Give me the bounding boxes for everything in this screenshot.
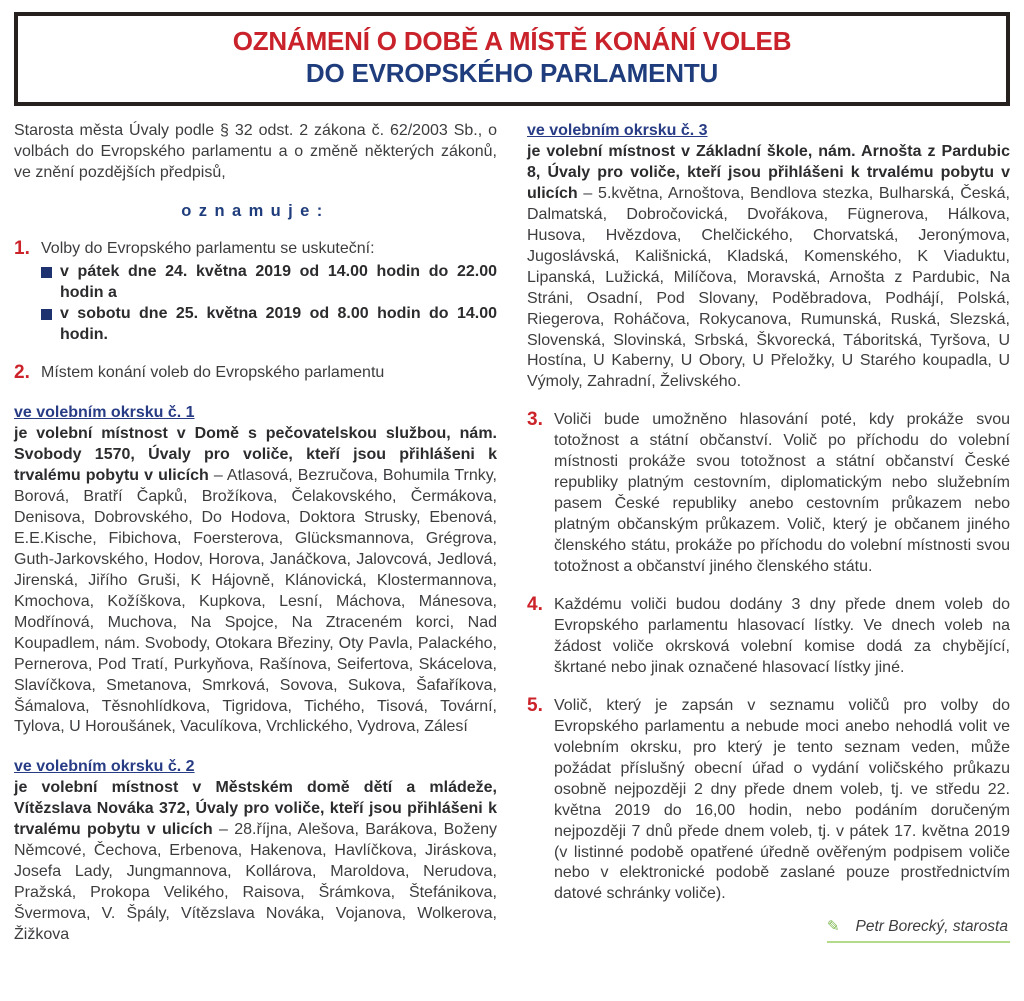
district-1-streets: – Atlasová, Bezručova, Bohumila Trnky, Borová, Bratří Čapků, Brožíkova, Čelakovského, Čermákova, Denisova, Dobrovského, Do Hodova, Doktora Strusky, Ebenová, E.E.Kische, Fibichova, Foersterova, Glücksmannova, Grégrova, Guth-Jarkovského, Hodov, Horova, Janáčkova, Jalovcová, Jedlová, Jirenská, Jiřího Gruši, K Hájovně, Klánovická, Klostermannova, Kmochova, Kožíškova, Kupkova, Lesní, Máchova, Mánesova, Modřínová, Muchova, Na Spojce, Na Ztraceném korci, Nad Koupadlem, nám. Svobody, Otokara Březiny, Oty Pavla, Palackého, Pernerova, Pod Tratí, Purkyňova, Rašínova, Seifertova, Skácelova, Slavíčkova, Smetanova, Smrková, Sovova, Sukova, Šafaříkova, Šámalova, Těsnohlídkova, Tigridova, Tichého, Tisová, Tovární, Tylova, U Horoušánek, Vaculíkova, Vrchlického, Vydrova, Zálesí [14,467,497,736]
square-bullet-icon [41,309,52,320]
item-number: 3. [527,409,543,431]
numbered-item-4 [527,595,1010,679]
district-3-streets: – 5.května, Arnoštova, Bendlova stezka, Bulharská, Česká, Dalmatská, Dobročovická, Dvořákova, Fügnerova, Hálkova, Husova, Hvězdova, Chelčického, Chorvatská, Jeronýmova, Jugoslávská, Kališnická, Kladská, Komenského, K Viaduktu, Lipanská, Lužická, Milíčova, Moravská, Arnošta z Pardubic, Na Stráni, Osadní, Pod Slovany, Poděbradova, Podhájí, Polská, Riegerova, Roháčova, Rokycanova, Rumunská, Ruská, Slezská, Slovenská, Slovinská, Srbská, Škvorecká, Táboritská, Tyršova, U Hostína, U Kaberny, U Obory, U Přeložky, U Starého koupadla, U Výmoly, Zahradní, Želivského. [527,184,1010,391]
item-text: Volby do Evropského parlamentu se uskuteční: [41,240,375,258]
item-number: 2. [14,362,30,384]
signature-text: Petr Borecký, starosta [855,918,1008,936]
district-1-heading: ve volebním okrsku č. 1 [14,404,195,422]
item-text: Každému voliči budou dodány 3 dny přede dnem voleb do Evropského parlamentu hlasovací lístky. Ve dnech voleb na žádost voliče okrsková volební komise dodá za chybějící, škrtané nebo jinak označené hlasovací lístky jiné. [554,596,1010,676]
district-3-block [527,121,1010,393]
numbered-item-5 [527,696,1010,906]
district-3-paragraph [527,142,1010,393]
right-column [527,121,1010,946]
item-text: Místem konání voleb do Evropského parlamentu [41,364,385,382]
numbered-item-3 [527,410,1010,578]
page-title-line-2: DO EVROPSKÉHO PARLAMENTU [305,58,719,88]
item-number: 1. [14,238,30,260]
item-number: 4. [527,594,543,616]
schedule-bullet-text: v pátek dne 24. května 2019 od 14.00 hodin do 22.00 hodin a [60,263,497,302]
left-column [14,121,497,946]
schedule-bullet-list [41,262,497,346]
district-2-location: je volební místnost v Městském domě dětí a mládeže, Vítězslava Nováka 372, Úvaly pro voliče, kteří jsou přihlášeni k trvalému pobytu v ulicích [14,779,497,839]
district-3-location: je volební místnost v Základní škole, nám. Arnošta z Pardubic 8, Úvaly pro voliče, kteří jsou přihlášeni k trvalému pobytu v ulicích [527,142,1010,202]
district-1-paragraph [14,424,497,738]
district-1-location: je volební místnost v Domě s pečovatelskou službou, nám. Svobody 1570, Úvaly pro voliče, kteří jsou přihlášeni k trvalému pobytu v ulicích [14,425,497,485]
intro-paragraph: Starosta města Úvaly podle § 32 odst. 2 zákona č. 62/2003 Sb., o volbách do Evropského parlamentu a o změně některých zákonů, ve znění pozdějších předpisů, [14,122,497,181]
square-bullet-icon [41,267,52,278]
item-number: 5. [527,694,543,716]
district-3-heading: ve volebním okrsku č. 3 [527,122,708,139]
item-text: Volič, který je zapsán v seznamu voličů pro volby do Evropského parlamentu a nebude moci anebo nehodlá volit ve volebním okrsku, pro který je tento seznam veden, může požádat příslušný obecní úřad o vydání voličského průkazu osobně nejpozději 2 dny přede dnem voleb, tj. ve středu 22. května 2019 do 16,00 hodin, nebo podáním doručeným nejpozději 7 dnů přede dnem voleb, tj. v pátek 17. května 2019 (v listinné podobě opatřené úředně ověřeným podpisem voliče nebo v elektronické podobě zaslané pouze prostřednictvím datové schránky voliče). [554,696,1010,903]
district-1-block [14,403,497,738]
district-2-paragraph [14,778,497,946]
schedule-bullet-item [41,304,497,346]
signature [827,917,1010,942]
announce-heading: oznamuje: [181,201,330,220]
district-2-heading: ve volebním okrsku č. 2 [14,758,195,776]
schedule-bullet-item [41,262,497,304]
pencil-icon: ✎ [826,918,840,936]
schedule-bullet-text: v sobotu dne 25. května 2019 od 8.00 hodin do 14.00 hodin. [60,305,497,344]
two-column-body [14,121,1010,946]
signature-row [527,917,1010,942]
page-title-line-1: OZNÁMENÍ O DOBĚ A MÍSTĚ KONÁNÍ VOLEB [232,26,792,56]
title-box [14,12,1010,106]
district-2-streets: – 28.října, Alešova, Barákova, Boženy Němcové, Čechova, Erbenova, Hakenova, Havlíčkova, Jiráskova, Josefa Lady, Jungmannova, Kollárova, Maroldova, Nerudova, Pražská, Prokopa Velikého, Raisova, Šrámkova, Štefánikova, Švermova, V. Špály, Vítězslava Nováka, Vojanova, Wolkerova, Žižkova [14,821,497,944]
numbered-item-2 [14,363,497,384]
item-text: Voliči bude umožněno hlasování poté, kdy prokáže svou totožnost a státní občanství. Volič po příchodu do volební místnosti prokáže svou totožnost a státní občanství České republiky platným cestovním, diplomatickým nebo služebním pasem České republiky anebo cestovním průkazem nebo platným občanským průkazem. Volič, který je občanem jiného členského státu, prokáže po příchodu do volební místnosti svou totožnost a občanství jiného členského státu. [554,411,1010,576]
numbered-item-1 [14,239,497,346]
district-2-block [14,757,497,946]
